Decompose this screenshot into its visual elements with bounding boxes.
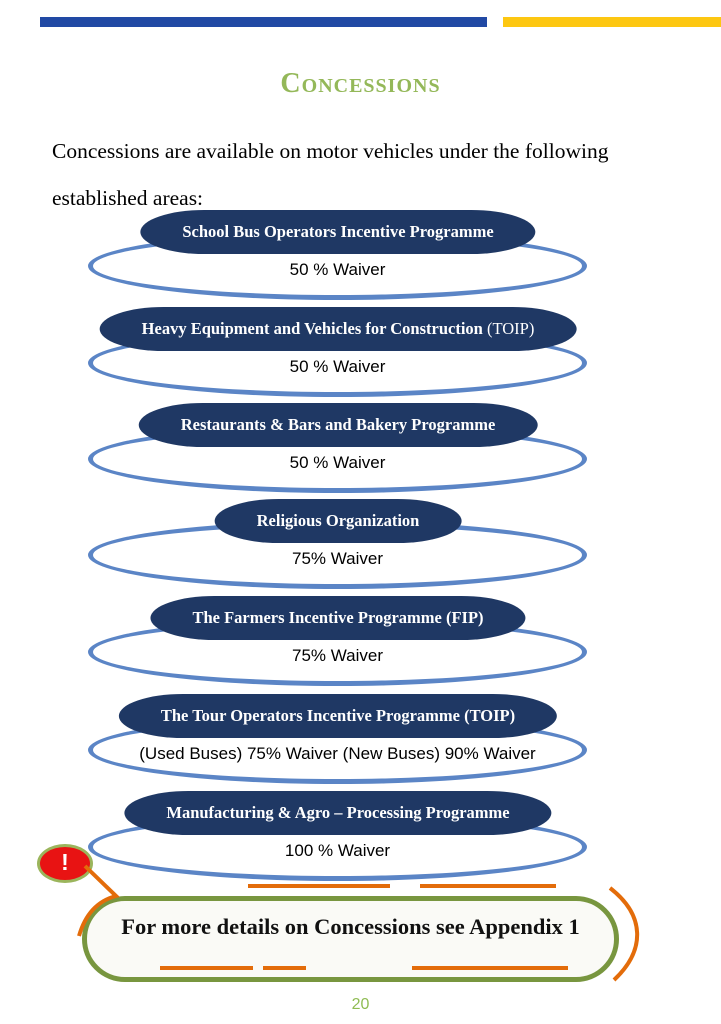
intro-line-1: Concessions are available on motor vehicles under the following bbox=[52, 139, 609, 163]
concession-waiver: 75% Waiver bbox=[291, 646, 383, 665]
concession-title: Restaurants & Bars and Bakery Programme bbox=[180, 415, 496, 434]
concession-header bbox=[215, 499, 462, 543]
concession-waiver: 75% Waiver bbox=[291, 549, 383, 568]
concession-title: Heavy Equipment and Vehicles for Construction bbox=[141, 319, 483, 338]
concession-waiver: 50 % Waiver bbox=[289, 260, 386, 279]
concession-item-heavy-equipment bbox=[0, 307, 721, 403]
concession-waiver: 100 % Waiver bbox=[284, 841, 391, 860]
concession-header bbox=[100, 307, 577, 351]
concession-item-restaurants bbox=[0, 403, 721, 499]
concession-title: School Bus Operators Incentive Programme bbox=[182, 222, 494, 241]
concession-header bbox=[124, 791, 551, 835]
concession-header bbox=[140, 210, 535, 254]
concession-title: Manufacturing & Agro – Processing Programme bbox=[166, 803, 510, 822]
concession-title-note: (TOIP) bbox=[482, 319, 535, 338]
concession-header bbox=[119, 694, 557, 738]
concession-title: Religious Organization bbox=[256, 511, 420, 530]
intro-line-2: established areas: bbox=[52, 186, 204, 210]
concession-title: The Farmers Incentive Programme (FIP) bbox=[192, 608, 484, 627]
concession-item-tour-operators bbox=[0, 694, 721, 790]
page-number: 20 bbox=[351, 996, 370, 1013]
concession-title: The Tour Operators Incentive Programme (TOIP) bbox=[160, 706, 516, 725]
concession-item-school-bus bbox=[0, 210, 721, 306]
page-title: Concessions bbox=[280, 68, 441, 99]
callout-box bbox=[82, 896, 619, 982]
concession-header bbox=[139, 403, 538, 447]
callout-text: For more details on Concessions see Appendix 1 bbox=[121, 914, 580, 939]
concession-item-religious bbox=[0, 499, 721, 595]
concession-item-manufacturing bbox=[0, 791, 721, 887]
concession-waiver: 50 % Waiver bbox=[289, 453, 386, 472]
concession-header bbox=[150, 596, 525, 640]
concession-waiver: 50 % Waiver bbox=[289, 357, 386, 376]
concession-waiver: (Used Buses) 75% Waiver (New Buses) 90% Waiver bbox=[139, 744, 536, 763]
concession-item-farmers bbox=[0, 596, 721, 692]
exclamation-icon: ! bbox=[37, 844, 93, 883]
